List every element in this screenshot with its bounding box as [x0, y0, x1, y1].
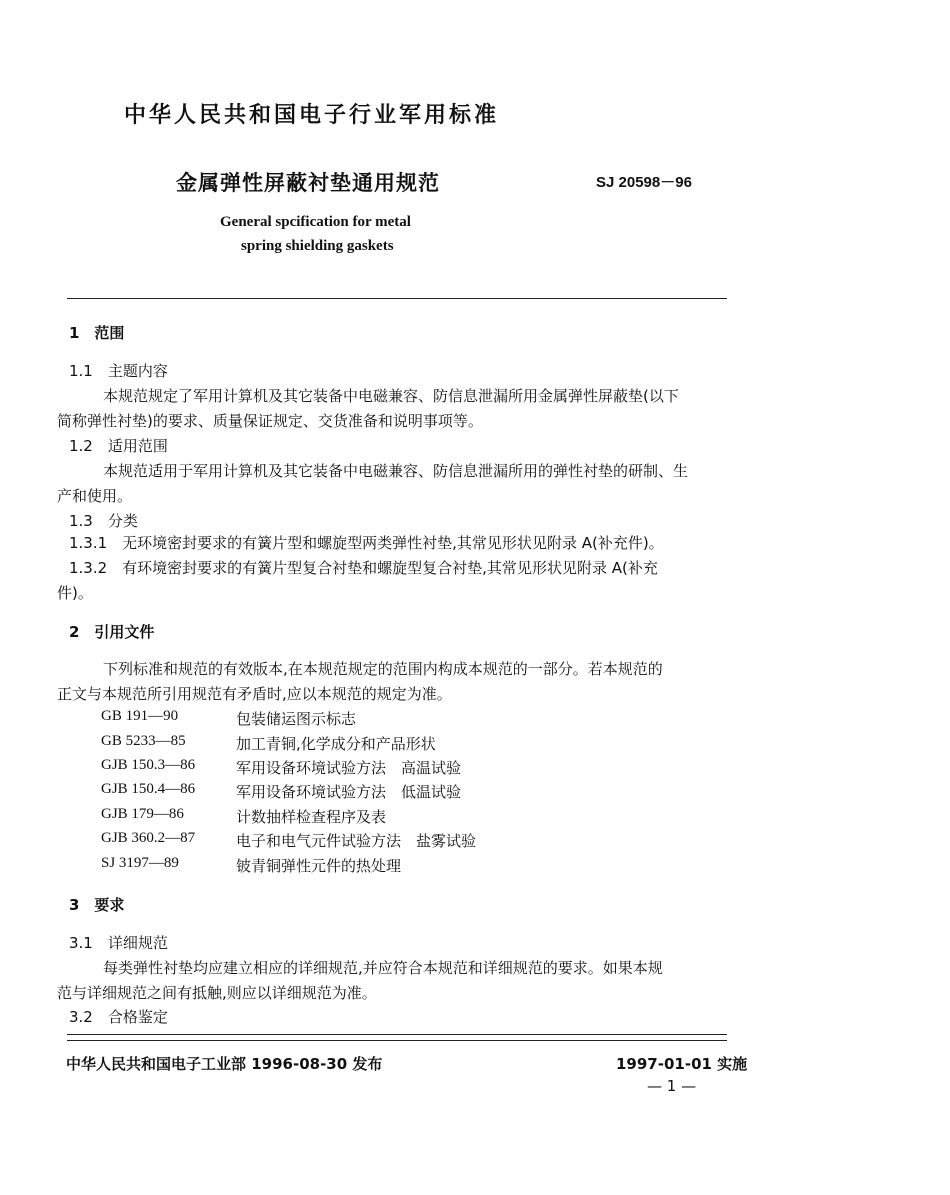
section-1-1-text-line1: 本规范规定了军用计算机及其它装备中电磁兼容、防信息泄漏所用金属弹性屏蔽垫(以下	[103, 387, 679, 405]
document-title: 金属弹性屏蔽衬垫通用规范	[176, 171, 440, 195]
reference-code: GB 5233—85	[101, 733, 186, 749]
section-2-text-line1: 下列标准和规范的有效版本,在本规范规定的范围内构成本规范的一部分。若本规范的	[103, 660, 663, 678]
section-2-heading: 2 引用文件	[69, 623, 155, 641]
section-1-2-text-line2: 产和使用。	[57, 487, 133, 505]
section-1-heading: 1 范围	[69, 324, 125, 342]
section-1-3-1-text: 1.3.1 无环境密封要求的有簧片型和螺旋型两类弹性衬垫,其常见形状见附录 A(补充件)。	[69, 534, 664, 552]
reference-title: 电子和电气元件试验方法 盐雾试验	[236, 832, 477, 850]
effective-date: 1997-01-01 实施	[616, 1055, 748, 1073]
reference-code: GJB 360.2—87	[101, 830, 196, 846]
section-1-3-2-text-line1: 1.3.2 有环境密封要求的有簧片型复合衬垫和螺旋型复合衬垫,其常见形状见附录 A(补充	[69, 559, 658, 577]
section-1-2-heading: 1.2 适用范围	[69, 437, 168, 455]
footer-divider-top	[67, 1034, 727, 1035]
header-divider	[67, 298, 727, 299]
section-3-1-heading: 3.1 详细规范	[69, 934, 168, 952]
reference-title: 军用设备环境试验方法 低温试验	[236, 783, 462, 801]
standard-code: SJ 20598－96	[596, 174, 692, 191]
section-1-2-text-line1: 本规范适用于军用计算机及其它装备中电磁兼容、防信息泄漏所用的弹性衬垫的研制、生	[103, 462, 689, 480]
page-number: — 1 —	[647, 1077, 697, 1095]
section-1-1-text-line2: 简称弹性衬垫)的要求、质量保证规定、交货准备和说明事项等。	[57, 412, 483, 430]
reference-code: GB 191—90	[101, 708, 179, 724]
english-title-line1: General spcification for metal	[220, 214, 411, 230]
section-3-1-text-line2: 范与详细规范之间有抵触,则应以详细规范为准。	[57, 984, 377, 1002]
footer-divider-bottom	[67, 1040, 727, 1041]
section-3-2-heading: 3.2 合格鉴定	[69, 1008, 168, 1026]
section-1-1-heading: 1.1 主题内容	[69, 362, 168, 380]
reference-title: 包装储运图示标志	[236, 710, 357, 728]
reference-code: GJB 150.3—86	[101, 757, 196, 773]
reference-title: 铍青铜弹性元件的热处理	[236, 857, 402, 875]
english-title-line2: spring shielding gaskets	[241, 238, 394, 254]
reference-title: 加工青铜,化学成分和产品形状	[236, 735, 436, 753]
standard-category: 中华人民共和国电子行业军用标准	[124, 103, 500, 128]
section-2-text-line2: 正文与本规范所引用规范有矛盾时,应以本规范的规定为准。	[57, 685, 452, 703]
reference-title: 军用设备环境试验方法 高温试验	[236, 759, 462, 777]
section-3-1-text-line1: 每类弹性衬垫均应建立相应的详细规范,并应符合本规范和详细规范的要求。如果本规	[103, 959, 663, 977]
reference-code: GJB 179—86	[101, 806, 184, 822]
issue-statement: 中华人民共和国电子工业部 1996-08-30 发布	[66, 1055, 383, 1073]
section-1-3-heading: 1.3 分类	[69, 512, 138, 530]
section-1-3-2-text-line2: 件)。	[57, 584, 93, 602]
reference-code: SJ 3197—89	[101, 855, 179, 871]
section-3-heading: 3 要求	[69, 896, 125, 914]
reference-title: 计数抽样检查程序及表	[236, 808, 387, 826]
reference-code: GJB 150.4—86	[101, 781, 196, 797]
